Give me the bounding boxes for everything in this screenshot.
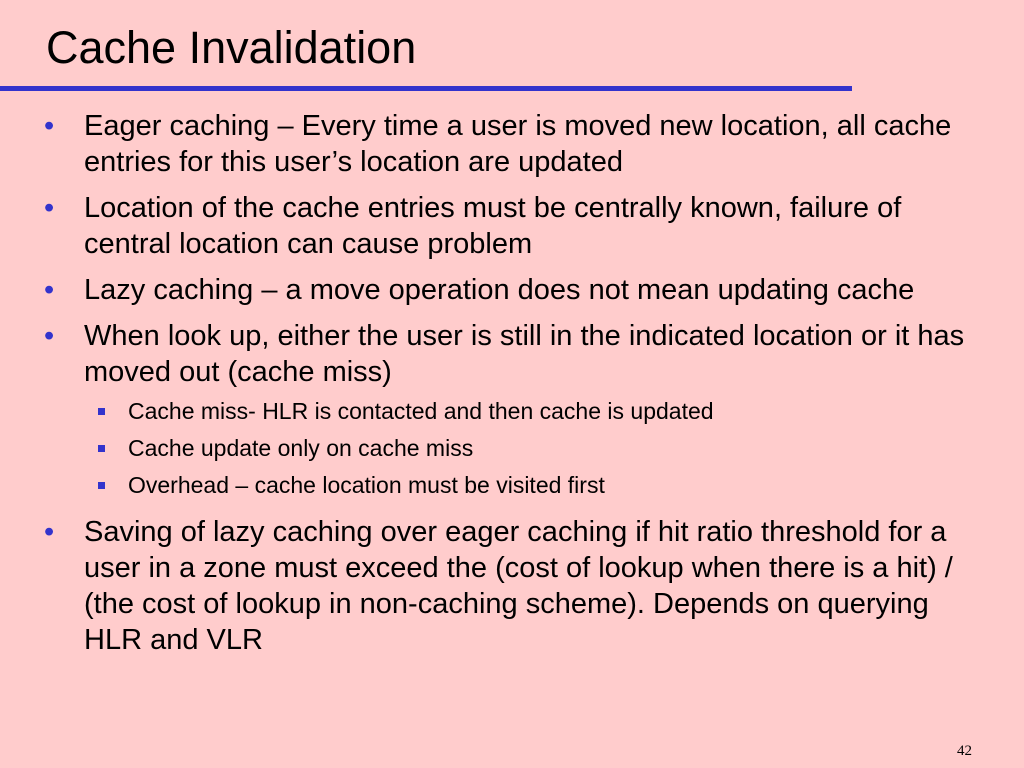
bullet-dot-icon: • (44, 110, 55, 142)
sub-bullet-text: Cache update only on cache miss (128, 435, 474, 461)
sub-bullet-item (84, 467, 984, 504)
sub-bullet-item (84, 393, 984, 430)
bullet-text: Location of the cache entries must be centrally known, failure of central location can cause problem (84, 192, 902, 260)
bullet-item (0, 272, 984, 308)
square-bullet-icon (98, 445, 105, 452)
bullet-text: Eager caching – Every time a user is moved new location, all cache entries for this user’s location are updated (84, 110, 952, 178)
bullet-text: When look up, either the user is still in the indicated location or it has moved out (cache miss) (84, 320, 965, 388)
bullet-item (0, 108, 984, 180)
bullet-item (0, 318, 984, 504)
bullet-dot-icon: • (44, 274, 55, 306)
title-underline (0, 86, 852, 91)
bullet-dot-icon: • (44, 320, 55, 352)
bullet-dot-icon: • (44, 516, 55, 548)
bullet-item (0, 514, 984, 658)
bullet-list (0, 108, 1000, 668)
sub-bullet-item (84, 430, 984, 467)
bullet-item (0, 190, 984, 262)
sub-bullet-list (84, 393, 984, 504)
page-number: 42 (957, 743, 972, 759)
bullet-dot-icon: • (44, 192, 55, 224)
sub-bullet-text: Overhead – cache location must be visited first (128, 472, 605, 498)
square-bullet-icon (98, 408, 105, 415)
bullet-text: Saving of lazy caching over eager caching if hit ratio threshold for a user in a zone must exceed the (cost of lookup when there is a hit) / (the cost of lookup in non-caching scheme). Depends on querying HLR and VLR (84, 516, 953, 656)
square-bullet-icon (98, 482, 105, 489)
sub-bullet-text: Cache miss- HLR is contacted and then cache is updated (128, 398, 714, 424)
slide-title: Cache Invalidation (46, 22, 417, 73)
bullet-text: Lazy caching – a move operation does not mean updating cache (84, 274, 915, 306)
